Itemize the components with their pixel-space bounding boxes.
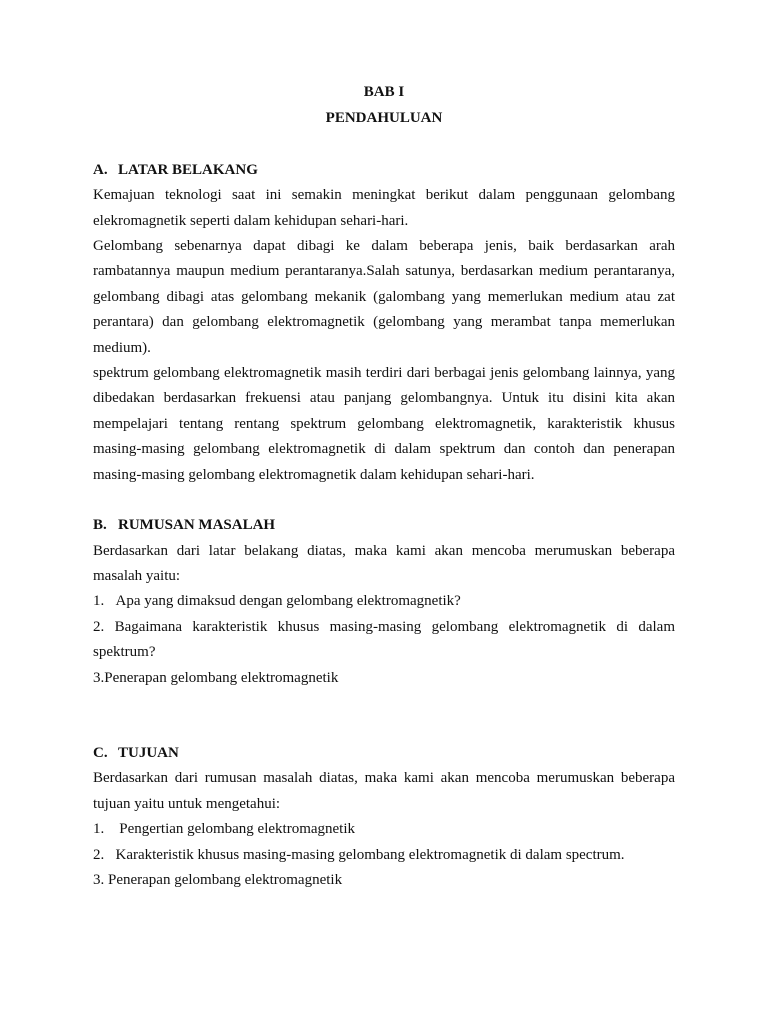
section-b-item-2: 2. Bagaimana karakteristik khusus masing-masing gelombang elektromagnetik di dalam spektrum?	[93, 618, 675, 661]
spacer	[93, 488, 675, 513]
section-b-heading	[93, 513, 675, 538]
section-a-paragraph-3: spektrum gelombang elektromagnetik masih terdiri dari berbagai jenis gelombang lainnya, yang dibedakan berdasarkan frekuensi atau panjang gelombangnya. Untuk itu disini kita akan mempelajari tentang rentang spektrum gelombang elektromagnetik, karakteristik khusus masing-masing gelombang elektromagnetik di dalam spektrum dan contoh dan penerapan masing-masing gelombang elektromagnetik dalam kehidupan sehari-hari.	[93, 365, 675, 483]
section-b-item-3: 3.Penerapan gelombang elektromagnetik	[93, 669, 339, 686]
section-c-number: C.	[93, 744, 108, 761]
section-a-title: LATAR BELAKANG	[118, 161, 258, 178]
chapter-label: BAB I	[363, 84, 405, 100]
section-c-title: TUJUAN	[118, 744, 179, 761]
section-b-title: RUMUSAN MASALAH	[118, 517, 276, 534]
section-b-intro: Berdasarkan dari latar belakang diatas, maka kami akan mencoba merumuskan beberapa masalah yaitu:	[93, 542, 675, 584]
section-b-number: B.	[93, 517, 107, 534]
section-a-heading	[93, 158, 675, 183]
section-c-heading	[93, 741, 675, 766]
spacer	[93, 132, 675, 158]
document-page	[93, 80, 675, 893]
section-c-item-3: 3. Penerapan gelombang elektromagnetik	[93, 871, 343, 888]
section-a-number: A.	[93, 161, 108, 178]
section-a-paragraph-1: Kemajuan teknologi saat ini semakin meningkat berikut dalam penggunaan gelombang elekromagnetik seperti dalam kehidupan sehari-hari.	[93, 187, 675, 229]
spacer	[93, 691, 675, 741]
section-c-intro: Berdasarkan dari rumusan masalah diatas, maka kami akan mencoba merumuskan beberapa tujuan yaitu untuk mengetahui:	[93, 770, 675, 812]
section-c-item-2: 2. Karakteristik khusus masing-masing gelombang elektromagnetik di dalam spectrum.	[93, 846, 625, 863]
section-b-item-1: 1. Apa yang dimaksud dengan gelombang elektromagnetik?	[93, 593, 461, 610]
chapter-title: PENDAHULUAN	[325, 110, 443, 127]
section-a-paragraph-2: Gelombang sebenarnya dapat dibagi ke dalam beberapa jenis, baik berdasarkan arah rambatannya maupun medium perantaranya.Salah satunya, berdasarkan medium perantaranya, gelombang dibagi atas gelombang mekanik (galombang yang memerlukan medium atau zat perantara) dan gelombang elektromagnetik (gelombang yang merambat tanpa memerlukan medium).	[93, 238, 675, 356]
section-c-item-1: 1. Pengertian gelombang elektromagnetik	[93, 821, 356, 838]
